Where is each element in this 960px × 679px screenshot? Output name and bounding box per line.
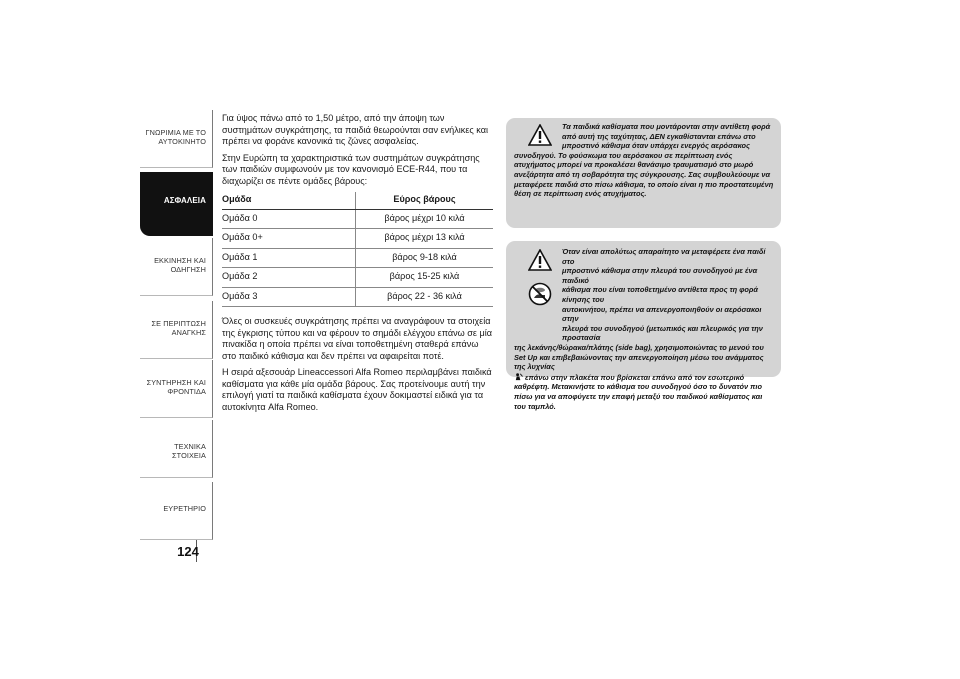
tab-emergency[interactable] bbox=[140, 301, 213, 359]
table-cell: βάρος 9-18 κιλά bbox=[356, 248, 494, 268]
warning-heading-line: αυτοκινήτου, πρέπει να απενεργοποιηθούν οι αερόσακοι στην bbox=[562, 304, 762, 324]
weight-groups-table bbox=[222, 192, 493, 307]
table-cell: βάρος 15-25 κιλά bbox=[356, 268, 494, 288]
paragraph: Στην Ευρώπη τα χαρακτηριστικά των συστημάτων συγκράτησης των παιδιών συμφωνούν με τον κανονισμό ECE-R44, που τα διαχωρίζει σε πέντε ομάδες βάρους: bbox=[222, 152, 480, 186]
tab-index[interactable] bbox=[140, 482, 213, 540]
warning-body: συνοδηγού. Το φούσκωμα του αερόσακου σε περίπτωση ενός ατυχήματος μπορεί να προκαλέσει θανάσιμο τραυματισμό στο μωρό ανεξάρτητα από τη σοβαρότητα της σύγκρουσης. Σας συμβουλεύουμε να μεταφέρετε παιδιά στο πίσω κάθισμα, το οποίο είναι η πιο προστατευμένη θέση σε περίπτωση ενός ατυχήματος. bbox=[514, 150, 774, 199]
main-column bbox=[222, 113, 493, 418]
airbag-off-lamp-icon bbox=[514, 372, 523, 381]
tab-label: ΕΥΡΕΤΗΡΙΟ bbox=[163, 504, 206, 513]
table-row bbox=[222, 229, 493, 249]
tab-label: ΤΕΧΝΙΚΑ ΣΤΟΙΧΕΙΑ bbox=[172, 442, 206, 460]
table-cell: Ομάδα 0 bbox=[222, 209, 356, 229]
warning-heading-line: πλευρά του συνοδηγού (μετωπικός και πλευρικός για την προστασία bbox=[562, 323, 763, 343]
table-cell: βάρος 22 - 36 κιλά bbox=[356, 287, 494, 307]
tab-label: ΕΚΚΙΝΗΣΗ ΚΑΙ bbox=[154, 256, 206, 265]
warning-heading-line: Όταν είναι απολύτως απαραίτητο να μεταφέρετε ένα παιδί στο bbox=[562, 247, 766, 266]
warning-body-text: της λεκάνης/θώρακα/πλάτης (side bag), χρησιμοποιώντας το μενού του Set Up και επιβεβαιώνοντας την απενεργοποίηση μέσω του ανάμματος της λυχνίας bbox=[514, 342, 764, 372]
tab-safety[interactable] bbox=[140, 172, 213, 236]
table-cell: Ομάδα 2 bbox=[222, 268, 356, 288]
tab-know-your-car[interactable] bbox=[140, 110, 213, 168]
table-row bbox=[222, 209, 493, 229]
warning-triangle-icon bbox=[528, 124, 552, 146]
warning-body bbox=[514, 343, 775, 411]
tab-starting-driving[interactable] bbox=[140, 238, 213, 296]
table-header: Εύρος βάρους bbox=[356, 192, 494, 209]
table-row bbox=[222, 287, 493, 307]
warning-heading-line: από αυτή της ταχύτητας, ΔΕΝ εγκαθίστανται επάνω στο bbox=[562, 131, 756, 141]
tab-label: ΑΥΤΟΚΙΝΗΤΟ bbox=[158, 137, 206, 146]
tab-label: ΑΣΦΑΛΕΙΑ bbox=[163, 196, 206, 205]
page-number: 124 bbox=[177, 544, 199, 559]
no-child-seat-airbag-icon bbox=[528, 282, 552, 306]
table-cell: Ομάδα 3 bbox=[222, 287, 356, 307]
paragraph: Για ύψος πάνω από το 1,50 μέτρο, από την άποψη των συστημάτων συγκράτησης, τα παιδιά θεωρούνται σαν ενήλικες και πρέπει να φοράνε κανονικά τις ζώνες ασφαλείας. bbox=[222, 113, 489, 146]
table-header: Ομάδα bbox=[222, 192, 356, 209]
tab-label: ΑΝΑΓΚΗΣ bbox=[171, 328, 206, 337]
table-cell: βάρος μέχρι 10 κιλά bbox=[356, 209, 494, 229]
tab-label: ΣΕ ΠΕΡΙΠΤΩΣΗ bbox=[151, 319, 206, 328]
table-cell: βάρος μέχρι 13 κιλά bbox=[356, 229, 494, 249]
warning-body-text: επάνω στην πλακέτα που βρίσκεται επάνω από τον εσωτερικό καθρέφτη. Μετακινήστε το κάθισμα του συνοδηγού όσο το δυνατόν πιο πίσω για να αποφύγετε την επαφή μεταξύ του παιδικού καθίσματος και του ταμπλό. bbox=[514, 372, 763, 411]
warning-heading-line: Τα παιδικά καθίσματα που μοντάρονται στην αντίθετη φορά bbox=[562, 122, 771, 131]
warning-heading-line: κάθισμα που είναι τοποθετημένο αντίθετα προς τη φορά κίνησης του bbox=[562, 285, 758, 304]
table-cell: Ομάδα 1 bbox=[222, 248, 356, 268]
warning-heading-line: μπροστινό κάθισμα όταν υπάρχει ενεργός αερόσακος bbox=[562, 141, 750, 151]
tab-technical-data[interactable] bbox=[140, 420, 213, 478]
warning-box-rear-facing-seat bbox=[506, 118, 781, 228]
warning-triangle-icon bbox=[528, 249, 552, 271]
table-cell: Ομάδα 0+ bbox=[222, 229, 356, 249]
table-header-row bbox=[222, 192, 493, 209]
table-row bbox=[222, 248, 493, 268]
paragraph: Η σειρά αξεσουάρ Lineaccessori Alfa Romeo περιλαμβάνει παιδικά καθίσματα για κάθε μία ομάδα βάρους. Σας προτείνουμε αυτή την επιλογή γιατί τα παιδικά καθίσματα έχουν δοκιμαστεί ειδικά για τα αυτοκίνητα Alfa Romeo. bbox=[222, 367, 492, 412]
paragraph: Όλες οι συσκευές συγκράτησης πρέπει να αναγράφουν τα στοιχεία της έγκρισης τύπου και να φέρουν το σημάδι ελέγχου επάνω σε μία πινακίδα η οποία πρέπει να είναι τοποθετημένη σταθερά επάνω στο παιδικό κάθισμα και δεν πρέπει να αφαιρείται ποτέ. bbox=[222, 316, 492, 361]
tab-label: ΣΥΝΤΗΡΗΣΗ ΚΑΙ bbox=[146, 378, 206, 387]
warning-box-airbag-deactivation bbox=[506, 241, 781, 411]
tab-maintenance[interactable] bbox=[140, 360, 213, 418]
tab-label: ΦΡΟΝΤΙΔΑ bbox=[167, 387, 206, 396]
tab-label: ΟΔΗΓΗΣΗ bbox=[170, 265, 206, 274]
table-row bbox=[222, 268, 493, 288]
tab-label: ΓΝΩΡΙΜΙΑ ΜΕ ΤΟ bbox=[145, 128, 206, 137]
warning-heading-line: μπροστινό κάθισμα στην πλευρά του συνοδηγού με ένα παιδικό bbox=[562, 266, 758, 285]
